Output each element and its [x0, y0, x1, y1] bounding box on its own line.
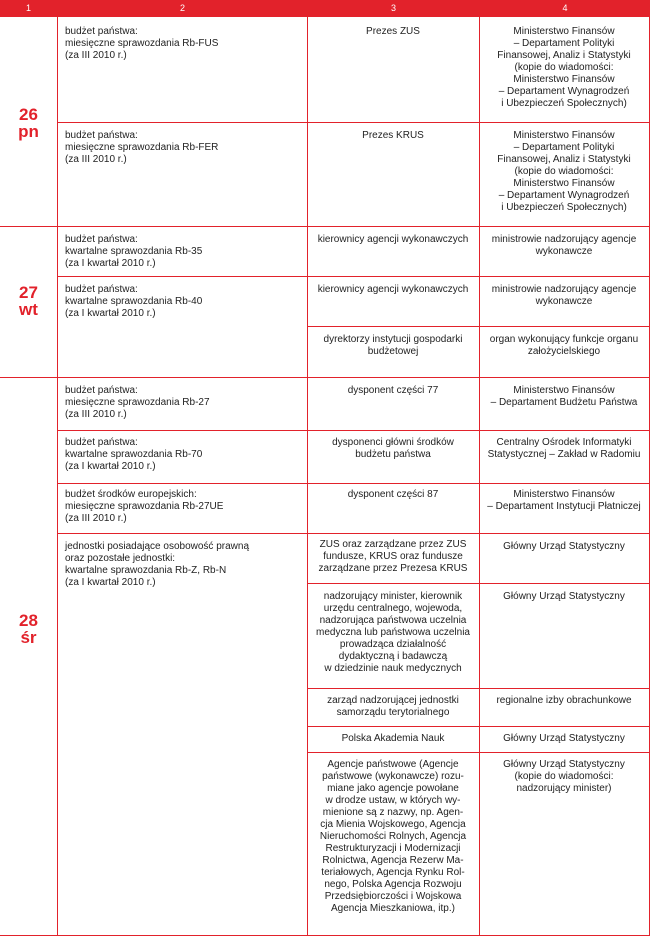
row-divider — [58, 276, 650, 277]
cell-text-line: (kopie do wiadomości: — [514, 166, 614, 177]
recipient-cell — [484, 437, 644, 461]
recipient-cell — [484, 130, 644, 214]
column-header-3: 3 — [390, 3, 396, 13]
submitter-cell — [311, 759, 475, 915]
recipient-cell — [484, 591, 644, 603]
cell-text-line: nadzorujący minister, kierownik — [323, 591, 463, 602]
cell-text-line: miesięczne sprawozdania Rb-27 — [65, 397, 210, 408]
cell-text-line: zarządzane przez Prezesa KRUS — [318, 563, 468, 574]
cell-text-line: jednostki posiadające osobowość prawną — [65, 541, 250, 552]
cell-text-line: (za I kwartał 2010 r.) — [65, 461, 156, 472]
recipient-cell — [484, 733, 644, 745]
cell-text-line: (za III 2010 r.) — [65, 154, 127, 165]
day-weekday: pn — [18, 122, 39, 141]
report-cell — [65, 385, 303, 421]
cell-text-line: dysponenci główni środków — [332, 437, 454, 448]
cell-text-line: kierownicy agencji wykonawczych — [317, 234, 469, 245]
cell-text-line: Ministerstwo Finansów — [513, 489, 615, 500]
cell-text-line: budżet państwa: — [65, 26, 138, 37]
cell-text-line: budżet państwa: — [65, 437, 138, 448]
cell-text-line: nadzorujący minister) — [516, 783, 612, 794]
row-divider — [308, 752, 650, 753]
recipient-cell — [484, 695, 644, 707]
cell-text-line: Polska Akademia Nauk — [341, 733, 445, 744]
cell-text-line: Finansowej, Analiz i Statystyki — [497, 154, 631, 165]
cell-text-line: regionalne izby obrachunkowe — [496, 695, 632, 706]
cell-text-line: budżet państwa: — [65, 130, 138, 141]
cell-text-line: Finansowej, Analiz i Statystyki — [497, 50, 631, 61]
recipient-cell — [484, 541, 644, 553]
report-cell — [65, 234, 303, 270]
day-weekday: wt — [19, 300, 38, 319]
recipient-cell — [484, 759, 644, 795]
cell-text-line: dysponent części 87 — [347, 489, 439, 500]
report-cell — [65, 26, 303, 62]
cell-text-line: urzędu centralnego, wojewoda, — [323, 603, 463, 614]
row-divider — [308, 326, 650, 327]
report-cell — [65, 284, 303, 320]
cell-text-line: kwartalne sprawozdania Rb-70 — [65, 449, 203, 460]
cell-text-line: Agencje państwowe (Agencje — [327, 759, 459, 770]
cell-text-line: Prezes KRUS — [362, 130, 424, 141]
report-cell — [65, 130, 303, 166]
cell-text-line: (za III 2010 r.) — [65, 409, 127, 420]
cell-text-line: miesięczne sprawozdania Rb-FER — [65, 142, 219, 153]
cell-text-line: Ministerstwo Finansów — [513, 130, 615, 141]
cell-text-line: (za III 2010 r.) — [65, 513, 127, 524]
submitter-cell — [311, 284, 475, 296]
cell-text-line: – Departament Instytucji Płatniczej — [487, 501, 641, 512]
submitter-cell — [311, 130, 475, 142]
row-divider — [58, 430, 650, 431]
cell-text-line: państwowe (wykonawcze) rozu- — [322, 771, 464, 782]
submitter-cell — [311, 234, 475, 246]
cell-text-line: Ministerstwo Finansów — [513, 26, 615, 37]
cell-text-line: Główny Urząd Statystyczny — [503, 541, 625, 552]
cell-text-line: mienione są z nazwy, np. Agen- — [322, 807, 464, 818]
row-divider — [58, 122, 650, 123]
cell-text-line: ZUS oraz zarządzane przez ZUS — [319, 539, 467, 550]
cell-text-line: miesięczne sprawozdania Rb-FUS — [65, 38, 219, 49]
submitter-cell — [311, 26, 475, 38]
row-divider — [308, 583, 650, 584]
cell-text-line: dyrektorzy instytucji gospodarki — [323, 334, 463, 345]
cell-text-line: Ministerstwo Finansów — [513, 385, 615, 396]
recipient-cell — [484, 234, 644, 258]
column-header-1: 1 — [25, 3, 31, 13]
day-label — [0, 612, 57, 646]
cell-text-line: (kopie do wiadomości: — [514, 771, 614, 782]
cell-text-line: budżetowej — [367, 346, 419, 357]
cell-text-line: ministrowie nadzorujący agencje — [491, 234, 637, 245]
cell-text-line: miane jako agencje powołane — [327, 783, 459, 794]
cell-text-line: dydaktyczną i badawczą — [338, 651, 448, 662]
submitter-cell — [311, 334, 475, 358]
cell-text-line: budżet środków europejskich: — [65, 489, 197, 500]
cell-text-line: zarząd nadzorującej jednostki — [327, 695, 459, 706]
day-number: 26 — [19, 105, 38, 124]
cell-text-line: (za I kwartał 2010 r.) — [65, 258, 156, 269]
cell-text-line: wykonawcze — [535, 296, 593, 307]
row-divider — [58, 483, 650, 484]
recipient-cell — [484, 385, 644, 409]
cell-text-line: w drodze ustaw, w których wy- — [325, 795, 461, 806]
submitter-cell — [311, 591, 475, 675]
cell-text-line: (za III 2010 r.) — [65, 50, 127, 61]
cell-text-line: Główny Urząd Statystyczny — [503, 733, 625, 744]
cell-text-line: – Departament Budżetu Państwa — [490, 397, 638, 408]
cell-text-line: Główny Urząd Statystyczny — [503, 591, 625, 602]
day-divider — [0, 377, 650, 378]
column-divider — [307, 17, 308, 936]
cell-text-line: Restrukturyzacji i Modernizacji — [325, 843, 461, 854]
cell-text-line: fundusze, KRUS oraz fundusze — [323, 551, 463, 562]
cell-text-line: medyczna lub państwowa uczelnia — [316, 627, 470, 638]
cell-text-line: (za I kwartał 2010 r.) — [65, 577, 156, 588]
cell-text-line: wykonawcze — [535, 246, 593, 257]
cell-text-line: budżet państwa: — [65, 234, 138, 245]
cell-text-line: miesięczne sprawozdania Rb-27UE — [65, 501, 224, 512]
cell-text-line: ministrowie nadzorujący agencje — [491, 284, 637, 295]
recipient-cell — [484, 334, 644, 358]
table-header — [0, 0, 650, 17]
cell-text-line: kwartalne sprawozdania Rb-Z, Rb-N — [65, 565, 227, 576]
submitter-cell — [311, 437, 475, 461]
day-label — [0, 106, 57, 140]
cell-text-line: kwartalne sprawozdania Rb-40 — [65, 296, 203, 307]
cell-text-line: Ministerstwo Finansów — [513, 74, 615, 85]
cell-text-line: i Ubezpieczeń Społecznych) — [501, 202, 627, 213]
submitter-cell — [311, 733, 475, 745]
column-divider — [479, 17, 480, 936]
submitter-cell — [311, 489, 475, 501]
cell-text-line: Przedsiębiorczości i Wojskowa — [324, 891, 462, 902]
cell-text-line: oraz pozostałe jednostki: — [65, 553, 176, 564]
cell-text-line: – Departament Polityki — [513, 38, 615, 49]
cell-text-line: założycielskiego — [527, 346, 601, 357]
cell-text-line: – Departament Polityki — [513, 142, 615, 153]
cell-text-line: Statystycznej – Zakład w Radomiu — [487, 449, 641, 460]
recipient-cell — [484, 284, 644, 308]
day-number: 27 — [19, 283, 38, 302]
column-header-2: 2 — [179, 3, 185, 13]
cell-text-line: samorządu terytorialnego — [336, 707, 450, 718]
submitter-cell — [311, 695, 475, 719]
submitter-cell — [311, 539, 475, 575]
cell-text-line: (kopie do wiadomości: — [514, 62, 614, 73]
cell-text-line: (za I kwartał 2010 r.) — [65, 308, 156, 319]
cell-text-line: Rolnictwa, Agencja Rezerw Ma- — [322, 855, 464, 866]
report-cell — [65, 489, 303, 525]
day-label — [0, 284, 57, 318]
report-cell — [65, 541, 303, 589]
row-divider — [308, 688, 650, 689]
cell-text-line: kwartalne sprawozdania Rb-35 — [65, 246, 203, 257]
cell-text-line: budżet państwa: — [65, 385, 138, 396]
recipient-cell — [484, 489, 644, 513]
cell-text-line: Agencja Mieszkaniowa, itp.) — [331, 903, 455, 914]
column-header-4: 4 — [562, 3, 568, 13]
cell-text-line: budżet państwa: — [65, 284, 138, 295]
cell-text-line: dysponent części 77 — [347, 385, 439, 396]
cell-text-line: Nieruchomości Rolnych, Agencja — [319, 831, 467, 842]
day-weekday: śr — [20, 628, 37, 647]
cell-text-line: cja Mienia Wojskowego, Agencja — [320, 819, 466, 830]
cell-text-line: Centralny Ośrodek Informatyki — [496, 437, 632, 448]
day-divider — [0, 226, 650, 227]
cell-text-line: Ministerstwo Finansów — [513, 178, 615, 189]
cell-text-line: teriałowych, Agencja Rynku Rol- — [321, 867, 465, 878]
submitter-cell — [311, 385, 475, 397]
cell-text-line: i Ubezpieczeń Społecznych) — [501, 98, 627, 109]
cell-text-line: Prezes ZUS — [366, 26, 420, 37]
cell-text-line: – Departament Wynagrodzeń — [498, 86, 630, 97]
cell-text-line: nego, Polska Agencja Rozwoju — [324, 879, 462, 890]
day-number: 28 — [19, 611, 38, 630]
cell-text-line: budżetu państwa — [355, 449, 431, 460]
row-divider — [58, 533, 650, 534]
recipient-cell — [484, 26, 644, 110]
cell-text-line: – Departament Wynagrodzeń — [498, 190, 630, 201]
row-divider — [308, 726, 650, 727]
column-divider — [57, 17, 58, 936]
cell-text-line: kierownicy agencji wykonawczych — [317, 284, 469, 295]
report-cell — [65, 437, 303, 473]
cell-text-line: nadzorująca państwowa uczelnia — [319, 615, 467, 626]
cell-text-line: organ wykonujący funkcje organu — [489, 334, 639, 345]
cell-text-line: prowadząca działalność — [339, 639, 447, 650]
cell-text-line: w dziedzinie nauk medycznych — [324, 663, 462, 674]
cell-text-line: Główny Urząd Statystyczny — [503, 759, 625, 770]
